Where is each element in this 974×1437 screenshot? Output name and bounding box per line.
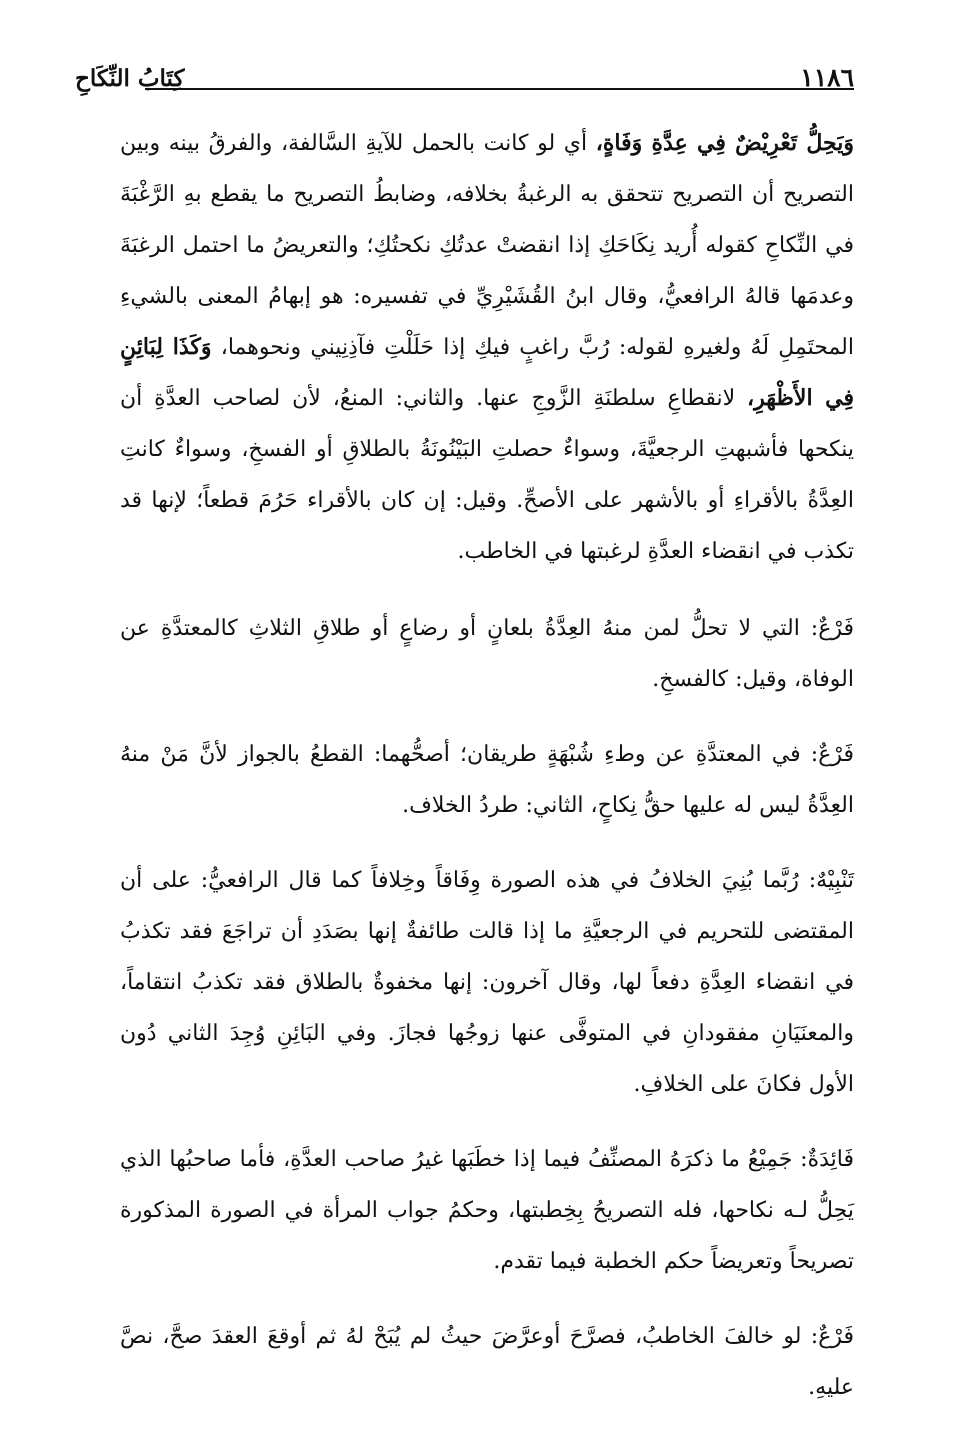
paragraph-tanbih bbox=[120, 855, 854, 1110]
paragraph-far-3 bbox=[120, 1311, 854, 1413]
paragraph-far-1 bbox=[120, 603, 854, 705]
paragraph-far-2 bbox=[120, 729, 854, 831]
paragraph-1 bbox=[120, 118, 854, 577]
paragraph-text: فَرْعٌ: التي لا تحلُّ لمن منهُ العِدَّةُ بلعانٍ أو رضاعٍ أو طلاقِ الثلاثِ كالمعتدَّةِ عن الوفاة، وقيل: كالفسخِ. bbox=[120, 616, 854, 692]
paragraph-text: فَائِدَةٌ: جَمِيْعُ ما ذكرَهُ المصنِّفُ فيما إذا خطَبَها غيرُ صاحب العدَّةِ، فأما صاحبُها الذي يَحِلُّ لـه نكاحها، فله التصريحُ بِخِطبتها، وحكمُ جواب المرأة في الصورة المذكورة تصريحاً وتعريضاً حكم الخطبة فيما تقدم. bbox=[120, 1147, 854, 1274]
matn-segment: وَيَحِلُّ تَعْرِيْضٌ فِي عِدَّةِ وَفَاةٍ، bbox=[595, 130, 854, 156]
paragraph-text: فَرْعٌ: في المعتدَّةِ عن وطءِ شُبْهَةٍ طريقان؛ أصحُّهما: القطعُ بالجواز لأنَّ مَنْ منهُ العِدَّةُ ليس له عليها حقُّ نِكاحٍ، الثاني: طردُ الخلاف. bbox=[120, 742, 854, 818]
sharh-segment: لانقطاعِ سلطنَةِ الزَّوجِ عنها. والثاني: المنعُ، لأن لصاحب العدَّةِ أن ينكحها فأشبهتِ الرجعيَّةَ، وسواءٌ حصلتِ البَيْنُونَةُ بالطلاقِ أو الفسخِ، وسواءٌ كانتِ العِدَّةُ بالأقراءِ أو بالأشهر على الأصحِّ. وقيل: إن كان بالأقراء حَرُمَ قطعاً؛ لإنها قد تكذب في انقضاء العدَّةِ لرغبتها في الخاطب. bbox=[120, 386, 854, 564]
page-header bbox=[75, 56, 854, 92]
matn-segment: وَكَذَا لِبَائِنٍ فِي الأَظْهَرِ، bbox=[120, 334, 855, 411]
page-number: ١١٨٦ bbox=[800, 63, 854, 92]
paragraph-text: فَرْعٌ: لو خالفَ الخاطبُ، فصرَّحَ أوعرَّضَ حيثُ لم يُبَحْ لهُ ثم أوقعَ العقدَ صحَّ، نصَّ عليهِ. bbox=[120, 1324, 854, 1400]
sharh-segment: أي لو كانت بالحمل للآيةِ السَّالفة، والفرقُ بينه وبين التصريح أن التصريح تتحقق به الرغبةُ بخلافه، وضابطُ التصريح ما يقطع بهِ الرَّغْبَةَ في النِّكاحِ كقوله أُريد نِكَاحَكِ إذا انقضتْ عدتُكِ نكحتُكِ؛ والتعريضُ ما احتمل الرغبَةَ وعدمَها قالهُ الرافعيُّ، وقال ابنُ القُشَيْرِيِّ في تفسيره: هو إبهامُ المعنى بالشيءِ المحتَمِلِ لَهُ ولغيرهِ لقوله: رُبَّ راغبٍ فيكِ إذا حَلَلْتِ فآذِنِيني ونحوهما، bbox=[120, 131, 854, 360]
main-text bbox=[120, 118, 854, 1437]
header-rule bbox=[145, 88, 854, 90]
running-title: كِتَابُ النِّكَاحِ bbox=[75, 65, 185, 92]
paragraph-text: تَنْبِيْهٌ: رُبَّما بُنِيَ الخلافُ في هذه الصورة وِفَاقاً وخِلافاً كما قال الرافعيُّ: على أن المقتضى للتحريم في الرجعيَّةِ ما إذا قالت طائفةٌ إنها بصَدَدِ أن تراجَعَ فقد تكذبُ في انقضاء العِدَّةِ دفعاً لها، وقال آخرون: إنها مخفوةٌ بالطلاق فقد تكذبُ انتقاماً، والمعنَيَانِ مفقودانِ في المتوفَّى عنها زوجُها فجازَ. وفي البَائِنِ وُجِدَ الثاني دُون الأول فكانَ على الخلافِ. bbox=[120, 868, 854, 1097]
paragraph-faida bbox=[120, 1134, 854, 1287]
